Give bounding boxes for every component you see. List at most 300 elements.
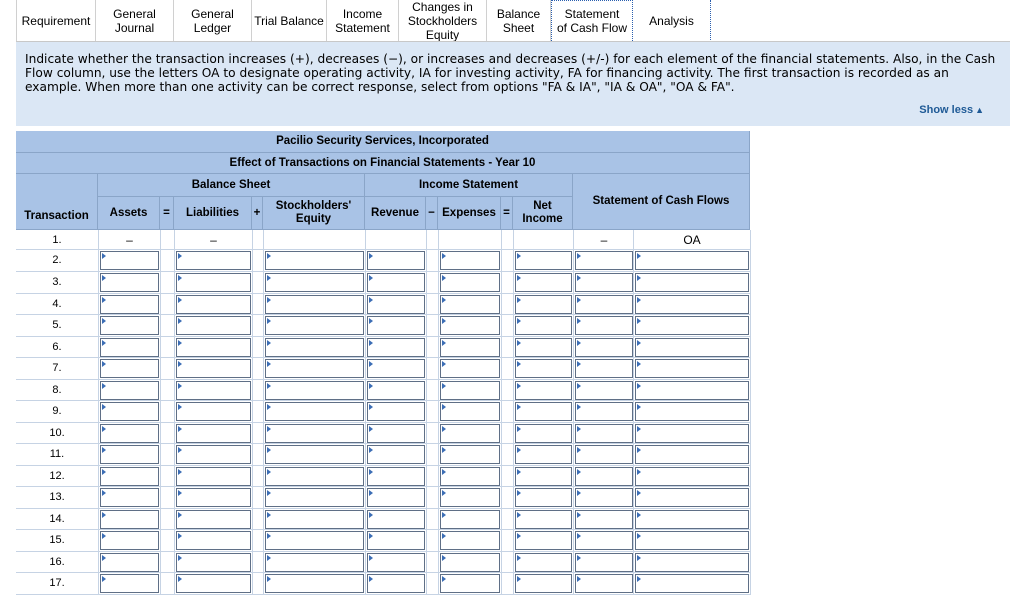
column-divider xyxy=(501,315,502,337)
column-divider xyxy=(263,573,264,595)
cell-select[interactable] xyxy=(515,574,572,593)
column-divider xyxy=(750,230,751,250)
column-divider xyxy=(438,552,439,573)
cell-select[interactable] xyxy=(100,445,159,464)
column-divider xyxy=(426,423,427,444)
cell-select[interactable] xyxy=(176,251,251,270)
cell-select[interactable] xyxy=(100,273,159,292)
column-divider xyxy=(252,380,253,401)
cell-select[interactable] xyxy=(635,273,749,292)
column-divider xyxy=(174,294,175,315)
cell-select[interactable] xyxy=(515,488,572,507)
column-divider xyxy=(513,509,514,530)
column-divider xyxy=(438,509,439,530)
cell-select[interactable] xyxy=(176,402,251,421)
column-divider xyxy=(750,250,751,272)
cell-select[interactable] xyxy=(100,295,159,314)
column-divider xyxy=(501,530,502,552)
column-divider xyxy=(365,444,366,466)
cell-select[interactable] xyxy=(265,359,364,378)
cell-select[interactable] xyxy=(176,531,251,550)
column-divider xyxy=(513,337,514,358)
cell-select[interactable] xyxy=(265,553,364,572)
col-liabilities: Liabilities xyxy=(174,197,252,230)
column-divider xyxy=(160,552,161,573)
column-divider xyxy=(263,337,264,358)
cell-select[interactable] xyxy=(265,488,364,507)
column-divider xyxy=(501,466,502,487)
cell-select[interactable] xyxy=(440,488,500,507)
tab-strip xyxy=(0,0,1010,42)
cell-select[interactable] xyxy=(575,381,633,400)
cell-select[interactable] xyxy=(575,338,633,357)
cell-select[interactable] xyxy=(100,467,159,486)
column-divider xyxy=(98,401,99,423)
cell-select[interactable] xyxy=(440,574,500,593)
cell-select[interactable] xyxy=(265,338,364,357)
cell-select[interactable] xyxy=(440,531,500,550)
cell-select[interactable] xyxy=(635,316,749,335)
column-divider xyxy=(263,466,264,487)
column-divider xyxy=(501,401,502,423)
cell-select[interactable] xyxy=(575,295,633,314)
column-divider xyxy=(426,230,427,250)
cell-select[interactable] xyxy=(575,488,633,507)
column-divider xyxy=(252,573,253,595)
column-divider xyxy=(426,315,427,337)
cell-select[interactable] xyxy=(100,531,159,550)
cell-select[interactable] xyxy=(515,316,572,335)
cell-select[interactable] xyxy=(575,445,633,464)
cell-select[interactable] xyxy=(575,467,633,486)
column-divider xyxy=(573,380,574,401)
column-divider xyxy=(365,509,366,530)
cell-select[interactable] xyxy=(515,251,572,270)
cell-select[interactable] xyxy=(265,273,364,292)
cell-select[interactable] xyxy=(635,251,749,270)
row-label: 2. xyxy=(52,254,62,266)
cell-select[interactable] xyxy=(176,359,251,378)
column-divider xyxy=(263,552,264,573)
cell-select[interactable] xyxy=(100,381,159,400)
cell-select[interactable] xyxy=(367,510,425,529)
column-divider xyxy=(263,230,264,250)
cell-select[interactable] xyxy=(176,467,251,486)
cell-select[interactable] xyxy=(100,553,159,572)
column-divider xyxy=(633,401,634,423)
cell-select[interactable] xyxy=(575,251,633,270)
cell-select[interactable] xyxy=(367,359,425,378)
tab-general-ledger[interactable]: General Ledger xyxy=(174,0,252,42)
column-divider xyxy=(633,444,634,466)
column-divider xyxy=(252,250,253,272)
column-divider xyxy=(98,358,99,380)
cell-select[interactable] xyxy=(575,316,633,335)
tab-cash-flow[interactable]: Statement of Cash Flow xyxy=(551,0,633,41)
cell-select[interactable] xyxy=(265,251,364,270)
cell-select[interactable] xyxy=(515,531,572,550)
column-divider xyxy=(633,380,634,401)
column-divider xyxy=(513,294,514,315)
column-divider xyxy=(98,444,99,466)
column-divider xyxy=(426,509,427,530)
col-equity: Stockholders' Equity xyxy=(263,197,365,230)
cell-select[interactable] xyxy=(367,467,425,486)
cell-select[interactable] xyxy=(575,553,633,572)
column-divider xyxy=(252,358,253,380)
row-label: 14. xyxy=(49,513,65,525)
cell-select[interactable] xyxy=(515,445,572,464)
instructions-text: Indicate whether the transaction increases (+), decreases (−), or increases and decreases (+/-) for each element of the financial statements. Also, in the Cash Flow column, use the letters OA to designate operating activity, IA for investing activity, FA for financing activity. The first transaction is recorded as an example. When more than one activity can be correct response, select from options "FA & IA", "IA & OA", "OA & FA". xyxy=(25,52,996,94)
column-divider xyxy=(501,294,502,315)
column-divider xyxy=(501,337,502,358)
column-divider xyxy=(263,315,264,337)
column-divider xyxy=(426,530,427,552)
column-divider xyxy=(174,444,175,466)
column-divider xyxy=(365,358,366,380)
cell-select[interactable] xyxy=(367,381,425,400)
cell-select[interactable] xyxy=(265,467,364,486)
row-label: 3. xyxy=(52,276,62,288)
cell-select[interactable] xyxy=(367,424,425,443)
cell-select[interactable] xyxy=(367,574,425,593)
column-divider xyxy=(174,552,175,573)
row-label: 10. xyxy=(49,427,65,439)
cell-select[interactable] xyxy=(440,553,500,572)
column-divider xyxy=(174,530,175,552)
cell-select[interactable] xyxy=(635,445,749,464)
column-divider xyxy=(252,530,253,552)
column-divider xyxy=(174,466,175,487)
cell-select[interactable] xyxy=(635,553,749,572)
cell-select[interactable] xyxy=(100,251,159,270)
cell-select[interactable] xyxy=(176,273,251,292)
column-divider xyxy=(573,294,574,315)
example-cash-activity: OA xyxy=(683,233,701,247)
instruction-panel xyxy=(16,42,1010,126)
cell-select[interactable] xyxy=(440,251,500,270)
tab-balance-sheet[interactable]: Balance Sheet xyxy=(487,0,551,42)
column-divider xyxy=(365,573,366,595)
cell-select[interactable] xyxy=(367,273,425,292)
column-divider xyxy=(160,315,161,337)
cell-select[interactable] xyxy=(440,510,500,529)
cell-select[interactable] xyxy=(635,510,749,529)
column-divider xyxy=(438,337,439,358)
show-less-link[interactable] xyxy=(919,104,984,116)
cell-select[interactable] xyxy=(515,338,572,357)
cell-select[interactable] xyxy=(367,445,425,464)
column-divider xyxy=(750,294,751,315)
cell-select[interactable] xyxy=(515,510,572,529)
col-revenue: Revenue xyxy=(365,197,426,230)
cell-select[interactable] xyxy=(176,295,251,314)
column-divider xyxy=(573,487,574,509)
column-divider xyxy=(160,294,161,315)
tab-trial-balance[interactable]: Trial Balance xyxy=(252,0,327,42)
column-divider xyxy=(174,358,175,380)
cell-select[interactable] xyxy=(635,402,749,421)
cell-select[interactable] xyxy=(635,574,749,593)
column-divider xyxy=(263,294,264,315)
column-divider xyxy=(438,315,439,337)
cell-select[interactable] xyxy=(265,574,364,593)
column-divider xyxy=(750,444,751,466)
group-balance-sheet: Balance Sheet xyxy=(98,174,365,197)
column-divider xyxy=(513,315,514,337)
cell-select[interactable] xyxy=(635,424,749,443)
cell-select[interactable] xyxy=(515,273,572,292)
cell-select[interactable] xyxy=(100,359,159,378)
column-divider xyxy=(573,358,574,380)
column-divider xyxy=(573,315,574,337)
column-divider xyxy=(438,487,439,509)
row-label: 1. xyxy=(52,234,62,246)
cell-select[interactable] xyxy=(176,445,251,464)
column-divider xyxy=(426,552,427,573)
column-divider xyxy=(98,294,99,315)
tab-general-journal[interactable]: General Journal xyxy=(96,0,174,42)
column-divider xyxy=(501,380,502,401)
cell-select[interactable] xyxy=(440,273,500,292)
col-net-income: Net Income xyxy=(513,197,573,230)
column-divider xyxy=(263,530,264,552)
column-divider xyxy=(438,380,439,401)
column-divider xyxy=(160,509,161,530)
column-divider xyxy=(501,423,502,444)
column-divider xyxy=(160,423,161,444)
column-divider xyxy=(501,552,502,573)
cell-select[interactable] xyxy=(575,402,633,421)
column-divider xyxy=(263,380,264,401)
column-divider xyxy=(160,380,161,401)
cell-select[interactable] xyxy=(176,488,251,507)
cell-select[interactable] xyxy=(515,467,572,486)
cell-select[interactable] xyxy=(440,381,500,400)
column-divider xyxy=(98,552,99,573)
column-divider xyxy=(573,337,574,358)
row-label: 6. xyxy=(52,341,62,353)
column-divider xyxy=(513,552,514,573)
cell-select[interactable] xyxy=(176,316,251,335)
column-divider xyxy=(174,487,175,509)
cell-select[interactable] xyxy=(100,488,159,507)
column-divider xyxy=(573,444,574,466)
column-divider xyxy=(98,272,99,294)
cell-select[interactable] xyxy=(635,531,749,550)
column-divider xyxy=(750,552,751,573)
column-divider xyxy=(252,401,253,423)
column-divider xyxy=(252,466,253,487)
cell-select[interactable] xyxy=(440,359,500,378)
column-divider xyxy=(513,401,514,423)
column-divider xyxy=(98,509,99,530)
op-minus: − xyxy=(426,197,438,230)
cell-select[interactable] xyxy=(100,402,159,421)
column-divider xyxy=(365,250,366,272)
column-divider xyxy=(573,552,574,573)
column-divider xyxy=(573,466,574,487)
row-label: 5. xyxy=(52,319,62,331)
cell-select[interactable] xyxy=(635,488,749,507)
column-divider xyxy=(438,444,439,466)
column-divider xyxy=(438,358,439,380)
column-divider xyxy=(263,401,264,423)
cell-select[interactable] xyxy=(440,445,500,464)
tab-analysis[interactable]: Analysis xyxy=(633,0,711,42)
cell-select[interactable] xyxy=(440,467,500,486)
column-divider xyxy=(750,380,751,401)
column-divider xyxy=(365,230,366,250)
cell-select[interactable] xyxy=(367,338,425,357)
cell-select[interactable] xyxy=(265,316,364,335)
op-plus: + xyxy=(252,197,263,230)
column-divider xyxy=(633,294,634,315)
column-divider xyxy=(573,423,574,444)
column-divider xyxy=(438,466,439,487)
tab-changes-equity[interactable]: Changes in Stockholders Equity xyxy=(399,0,487,42)
column-divider xyxy=(160,250,161,272)
column-divider xyxy=(174,423,175,444)
cell-select[interactable] xyxy=(440,424,500,443)
cell-select[interactable] xyxy=(100,316,159,335)
row-label: 4. xyxy=(52,298,62,310)
triangle-up-icon: ▲ xyxy=(975,105,984,115)
column-divider xyxy=(365,401,366,423)
column-divider xyxy=(365,552,366,573)
column-divider xyxy=(365,272,366,294)
column-divider xyxy=(263,358,264,380)
table-subtitle: Effect of Transactions on Financial Statements - Year 10 xyxy=(16,153,750,174)
cell-select[interactable] xyxy=(100,338,159,357)
column-divider xyxy=(750,358,751,380)
cell-select[interactable] xyxy=(265,445,364,464)
column-divider xyxy=(252,294,253,315)
cell-select[interactable] xyxy=(515,402,572,421)
cell-select[interactable] xyxy=(575,531,633,550)
cell-select[interactable] xyxy=(176,424,251,443)
column-divider xyxy=(501,272,502,294)
cell-select[interactable] xyxy=(265,381,364,400)
column-divider xyxy=(263,444,264,466)
cell-select[interactable] xyxy=(176,553,251,572)
cell-select[interactable] xyxy=(367,316,425,335)
column-divider xyxy=(573,573,574,595)
column-divider xyxy=(263,250,264,272)
cell-select[interactable] xyxy=(367,531,425,550)
company-title: Pacilio Security Services, Incorporated xyxy=(16,131,750,153)
cell-select[interactable] xyxy=(367,251,425,270)
column-divider xyxy=(750,466,751,487)
cell-select[interactable] xyxy=(265,295,364,314)
cell-select[interactable] xyxy=(440,338,500,357)
column-divider xyxy=(438,401,439,423)
column-divider xyxy=(160,444,161,466)
column-divider xyxy=(160,358,161,380)
column-divider xyxy=(365,380,366,401)
cell-select[interactable] xyxy=(515,424,572,443)
column-divider xyxy=(513,358,514,380)
cell-select[interactable] xyxy=(635,467,749,486)
column-divider xyxy=(513,250,514,272)
tab-requirement[interactable]: Requirement xyxy=(16,0,96,42)
cell-select[interactable] xyxy=(440,316,500,335)
cell-select[interactable] xyxy=(635,359,749,378)
column-divider xyxy=(426,337,427,358)
cell-select[interactable] xyxy=(515,381,572,400)
cell-select[interactable] xyxy=(176,338,251,357)
cell-select[interactable] xyxy=(635,338,749,357)
column-divider xyxy=(573,230,574,250)
cell-select[interactable] xyxy=(265,402,364,421)
column-divider xyxy=(98,573,99,595)
column-divider xyxy=(438,272,439,294)
cell-select[interactable] xyxy=(575,359,633,378)
cell-select[interactable] xyxy=(176,510,251,529)
tab-income-statement[interactable]: Income Statement xyxy=(327,0,399,42)
column-divider xyxy=(365,530,366,552)
cell-select[interactable] xyxy=(176,381,251,400)
column-divider xyxy=(501,358,502,380)
column-divider xyxy=(513,444,514,466)
column-divider xyxy=(174,230,175,250)
cell-select[interactable] xyxy=(367,402,425,421)
op-equals-1: = xyxy=(160,197,174,230)
cell-select[interactable] xyxy=(575,273,633,292)
cell-select[interactable] xyxy=(265,510,364,529)
row-label: 12. xyxy=(49,470,65,482)
column-divider xyxy=(501,250,502,272)
cell-select[interactable] xyxy=(176,574,251,593)
column-divider xyxy=(633,509,634,530)
cell-select[interactable] xyxy=(575,510,633,529)
cell-select[interactable] xyxy=(100,424,159,443)
column-divider xyxy=(426,294,427,315)
column-divider xyxy=(252,509,253,530)
col-transaction: Transaction xyxy=(16,174,98,230)
column-divider xyxy=(750,509,751,530)
column-divider xyxy=(98,380,99,401)
cell-select[interactable] xyxy=(515,295,572,314)
cell-select[interactable] xyxy=(635,295,749,314)
cell-select[interactable] xyxy=(265,424,364,443)
cell-select[interactable] xyxy=(367,553,425,572)
column-divider xyxy=(513,423,514,444)
column-divider xyxy=(633,272,634,294)
cell-select[interactable] xyxy=(515,359,572,378)
column-divider xyxy=(438,230,439,250)
column-divider xyxy=(426,466,427,487)
column-divider xyxy=(98,487,99,509)
cell-select[interactable] xyxy=(440,402,500,421)
cell-select[interactable] xyxy=(575,574,633,593)
column-divider xyxy=(573,530,574,552)
cell-select[interactable] xyxy=(367,295,425,314)
column-divider xyxy=(98,230,99,250)
cell-select[interactable] xyxy=(100,510,159,529)
column-divider xyxy=(252,337,253,358)
cell-select[interactable] xyxy=(635,381,749,400)
cell-select[interactable] xyxy=(265,531,364,550)
column-divider xyxy=(438,423,439,444)
cell-select[interactable] xyxy=(575,424,633,443)
cell-select[interactable] xyxy=(515,553,572,572)
cell-select[interactable] xyxy=(440,295,500,314)
cell-select[interactable] xyxy=(100,574,159,593)
column-divider xyxy=(633,423,634,444)
cell-select[interactable] xyxy=(367,488,425,507)
column-divider xyxy=(365,337,366,358)
